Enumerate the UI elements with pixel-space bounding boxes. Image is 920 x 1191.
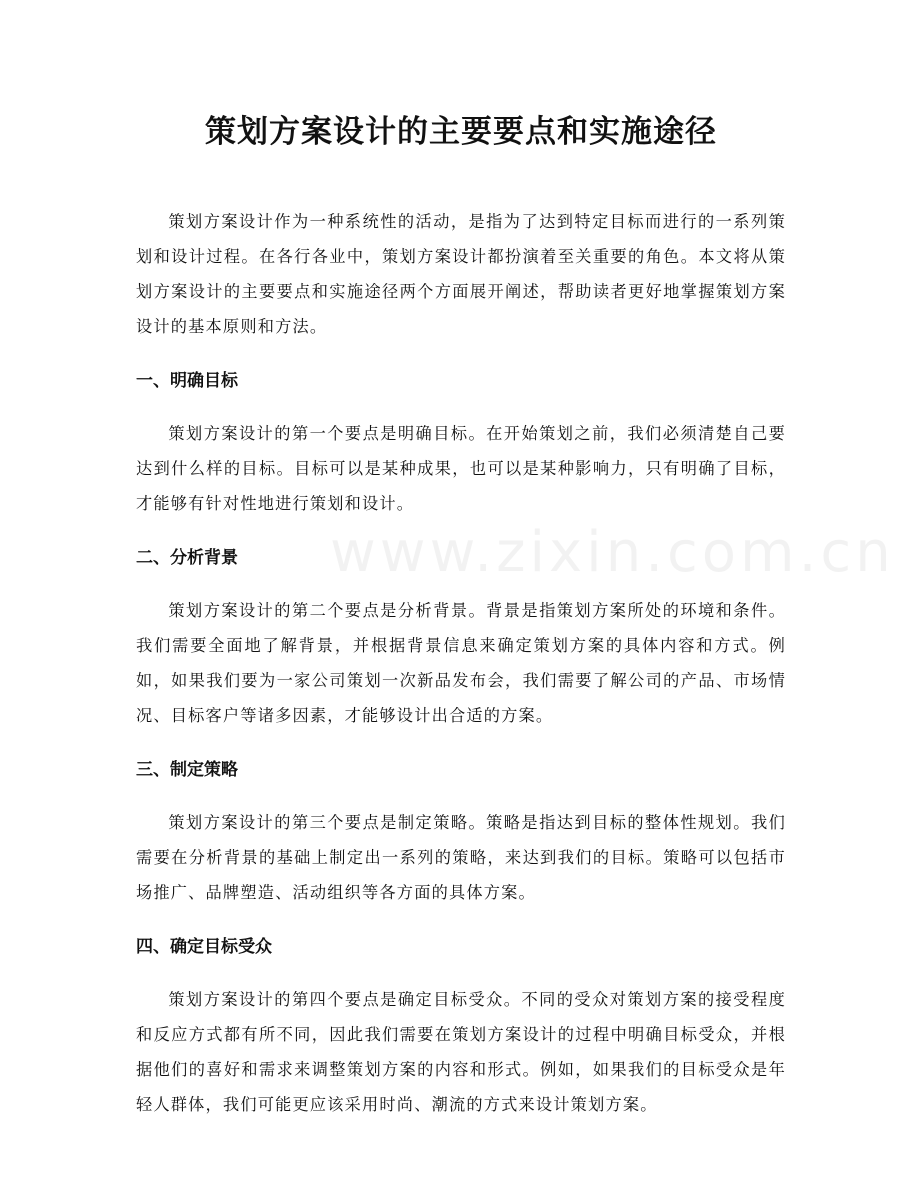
document-title: 策划方案设计的主要要点和实施途径: [205, 114, 717, 150]
section-3: [136, 755, 786, 910]
section-heading: 三、制定策略: [136, 760, 238, 780]
section-paragraph: 策划方案设计的第一个要点是明确目标。在开始策划之前，我们必须清楚自己要达到什么样的目标。目标可以是某种成果，也可以是某种影响力，只有明确了目标，才能够有针对性地进行策划和设计。: [136, 424, 786, 513]
watermark-text: www.zixin.com.cn: [330, 520, 895, 585]
section-4: [136, 932, 786, 1122]
intro-paragraph: 策划方案设计作为一种系统性的活动，是指为了达到特定目标而进行的一系列策划和设计过程。在各行各业中，策划方案设计都扮演着至关重要的角色。本文将从策划方案设计的主要要点和实施途径两个方面展开阐述，帮助读者更好地掌握策划方案设计的基本原则和方法。: [136, 212, 786, 336]
section-2: [136, 543, 786, 733]
section-paragraph: 策划方案设计的第三个要点是制定策略。策略是指达到目标的整体性规划。我们需要在分析背景的基础上制定出一系列的策略，来达到我们的目标。策略可以包括市场推广、品牌塑造、活动组织等各方面的具体方案。: [136, 813, 786, 902]
section-paragraph: 策划方案设计的第四个要点是确定目标受众。不同的受众对策划方案的接受程度和反应方式都有所不同，因此我们需要在策划方案设计的过程中明确目标受众，并根据他们的喜好和需求来调整策划方案的内容和形式。例如，如果我们的目标受众是年轻人群体，我们可能更应该采用时尚、潮流的方式来设计策划方案。: [136, 990, 786, 1114]
section-heading: 四、确定目标受众: [136, 937, 272, 957]
section-paragraph: 策划方案设计的第二个要点是分析背景。背景是指策划方案所处的环境和条件。我们需要全面地了解背景，并根据背景信息来确定策划方案的具体内容和方式。例如，如果我们要为一家公司策划一次新品发布会，我们需要了解公司的产品、市场情况、目标客户等诸多因素，才能够设计出合适的方案。: [136, 601, 786, 725]
section-1: [136, 366, 786, 521]
section-heading: 一、明确目标: [136, 371, 238, 391]
section-heading: 二、分析背景: [136, 548, 238, 568]
